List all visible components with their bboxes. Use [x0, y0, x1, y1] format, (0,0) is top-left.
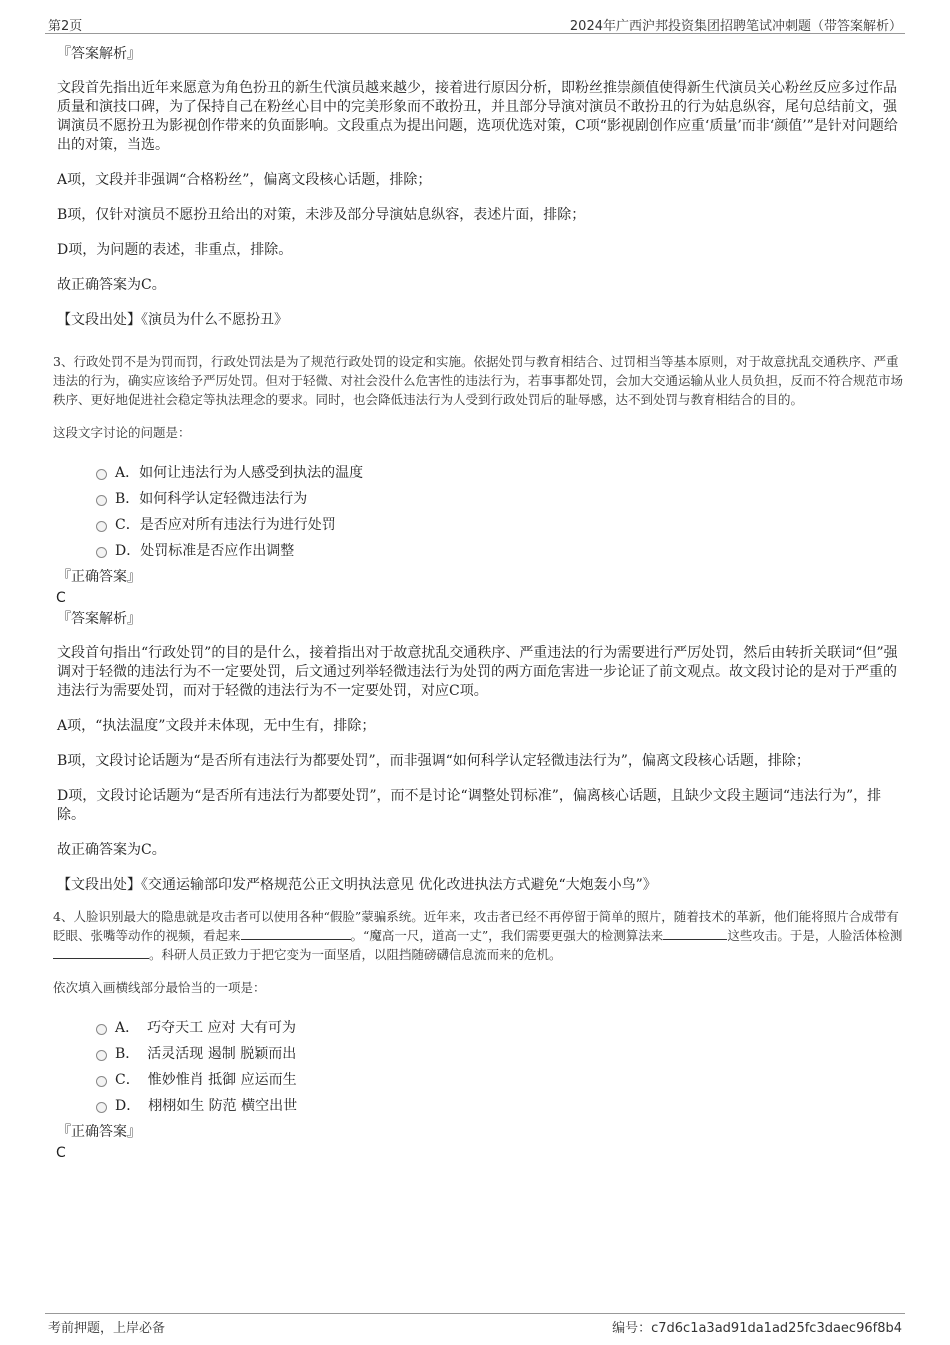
answer-label: 『正确答案』 [57, 569, 141, 585]
option-letter: B． [115, 1046, 140, 1062]
option-letter: D． [115, 1098, 141, 1114]
question-3-prompt: 这段文字讨论的问题是： [53, 425, 191, 440]
radio-icon[interactable] [96, 469, 107, 480]
stem-text: 这些攻击。于是，人脸活体检测 [727, 928, 903, 943]
page-header [45, 13, 905, 34]
option-text: 栩栩如生 防范 横空出世 [148, 1098, 298, 1114]
option-d[interactable] [57, 538, 905, 564]
option-text: 如何科学认定轻微违法行为 [139, 491, 308, 507]
code-value: c7d6c1a3ad91da1ad25fc3daec96f8b4 [651, 1321, 902, 1336]
radio-icon[interactable] [96, 547, 107, 558]
option-text: 惟妙惟肖 抵御 应运而生 [147, 1072, 297, 1088]
option-c[interactable] [57, 1067, 905, 1093]
analysis-item-a: A项，“执法温度”文段并未体现，无中生有，排除； [57, 718, 376, 734]
answer-label: 『正确答案』 [57, 1124, 141, 1140]
fill-blank-2[interactable] [663, 927, 727, 940]
source-citation: 【文段出处】《交通运输部印发严格规范公正文明执法意见 优化改进执法方式避免“大炮轰小鸟”》 [57, 877, 657, 893]
page-content [53, 45, 905, 1163]
option-letter: A． [115, 1020, 140, 1036]
option-b[interactable] [57, 486, 905, 512]
page-footer [45, 1313, 905, 1336]
fill-blank-3[interactable] [53, 946, 149, 959]
code-label: 编号： [612, 1321, 652, 1336]
option-letter: C． [115, 1072, 140, 1088]
option-text: 巧夺天工 应对 大有可为 [147, 1020, 297, 1036]
radio-icon[interactable] [96, 1102, 107, 1113]
analysis-item-d: D项，为问题的表述，非重点，排除。 [57, 242, 293, 258]
fill-blank-1[interactable] [241, 927, 351, 940]
analysis-item-b: B项，文段讨论话题为“是否所有违法行为都要处罚”，而非强调“如何科学认定轻微违法行为”，偏离文段核心话题，排除； [57, 753, 810, 769]
option-text: 活灵活现 遏制 脱颖而出 [147, 1046, 297, 1062]
question-3-stem: 3、行政处罚不是为罚而罚，行政处罚法是为了规范行政处罚的设定和实施。依据处罚与教育相结合、过罚相当等基本原则，对于故意扰乱交通秩序、严重违法的行为，确实应该给予严厉处罚。但对于轻微、对社会没什么危害性的违法行为，若事事都处罚，会加大交通运输从业人员负担，反而不符合规范市场秩序、更好地促进社会稳定等执法理念的要求。同时，也会降低违法行为人受到行政处罚后的耻辱感，达不到处罚与教育相结合的目的。 [53, 354, 904, 407]
footer-slogan: 考前押题，上岸必备 [48, 1321, 166, 1336]
question-4-prompt: 依次填入画横线部分最恰当的一项是： [53, 980, 266, 995]
option-b[interactable] [57, 1041, 905, 1067]
option-letter: B． [115, 491, 140, 507]
question-4-stem [53, 907, 905, 964]
correct-answer: C [56, 1145, 66, 1161]
question-3-options [57, 460, 905, 564]
analysis-conclusion: 故正确答案为C。 [57, 277, 166, 293]
option-a[interactable] [57, 460, 905, 486]
radio-icon[interactable] [96, 1050, 107, 1061]
stem-text: 。科研人员正致力于把它变为一面坚盾，以阻挡随磅礴信息流而来的危机。 [149, 947, 562, 962]
page-number: 第2页 [48, 19, 83, 34]
option-c[interactable] [57, 512, 905, 538]
analysis-text: 文段首先指出近年来愿意为角色扮丑的新生代演员越来越少，接着进行原因分析，即粉丝推崇颜值使得新生代演员关心粉丝反应多过作品质量和演技口碑，为了保持自己在粉丝心目中的完美形象而不敢扮丑，并且部分导演对演员不敢扮丑的行为姑息纵容，尾句总结前文，强调演员不愿扮丑为影视创作带来的负面影响。文段重点为提出问题，选项优选对策，C项“影视剧创作应重‘质量’而非‘颜值’”是针对问题给出的对策，当选。 [57, 80, 898, 153]
option-letter: C． [115, 517, 140, 533]
radio-icon[interactable] [96, 495, 107, 506]
stem-text: 。“魔高一尺，道高一丈”，我们需要更强大的检测算法来 [350, 928, 664, 943]
analysis-label: 『答案解析』 [57, 46, 141, 62]
option-a[interactable] [57, 1015, 905, 1041]
option-letter: A． [115, 465, 140, 481]
option-text: 是否应对所有违法行为进行处罚 [139, 517, 336, 533]
option-text: 处罚标准是否应作出调整 [140, 543, 295, 559]
correct-answer: C [56, 590, 66, 606]
analysis-item-d: D项，文段讨论话题为“是否所有违法行为都要处罚”，而不是讨论“调整处罚标准”，偏离核心话题，且缺少文段主题词“违法行为”，排除。 [57, 788, 882, 823]
radio-icon[interactable] [96, 521, 107, 532]
option-d[interactable] [57, 1093, 905, 1119]
analysis-conclusion: 故正确答案为C。 [57, 842, 166, 858]
analysis-item-a: A项，文段并非强调“合格粉丝”，偏离文段核心话题，排除； [57, 172, 432, 188]
analysis-text: 文段首句指出“行政处罚”的目的是什么，接着指出对于故意扰乱交通秩序、严重违法的行为需要进行严厉处罚，然后由转折关联词“但”强调对于轻微的违法行为不一定要处罚，后文通过列举轻微违法行为处罚的两方面危害进一步论证了前文观点。故文段讨论的是对于严重的违法行为需要处罚，而对于轻微的违法行为不一定要处罚，对应C项。 [57, 645, 898, 699]
document-code [612, 1317, 902, 1336]
document-title: 2024年广西沪邦投资集团招聘笔试冲刺题（带答案解析） [569, 19, 902, 34]
option-text: 如何让违法行为人感受到执法的温度 [139, 465, 364, 481]
radio-icon[interactable] [96, 1076, 107, 1087]
question-4-options [57, 1015, 905, 1119]
source-citation: 【文段出处】《演员为什么不愿扮丑》 [57, 312, 288, 328]
option-letter: D． [115, 543, 141, 559]
analysis-label: 『答案解析』 [57, 611, 141, 627]
analysis-item-b: B项，仅针对演员不愿扮丑给出的对策，未涉及部分导演姑息纵容，表述片面，排除； [57, 207, 586, 223]
stem-text: 4、人脸识别最大的隐患就是攻击者可以使用各种“假脸”蒙骗系统。近年来，攻击者已经不再停留于简单的照片，随着技术的革新，他们能将照片合成带有眨眼、张嘴等动作的视频，看起来 [53, 909, 899, 943]
radio-icon[interactable] [96, 1024, 107, 1035]
